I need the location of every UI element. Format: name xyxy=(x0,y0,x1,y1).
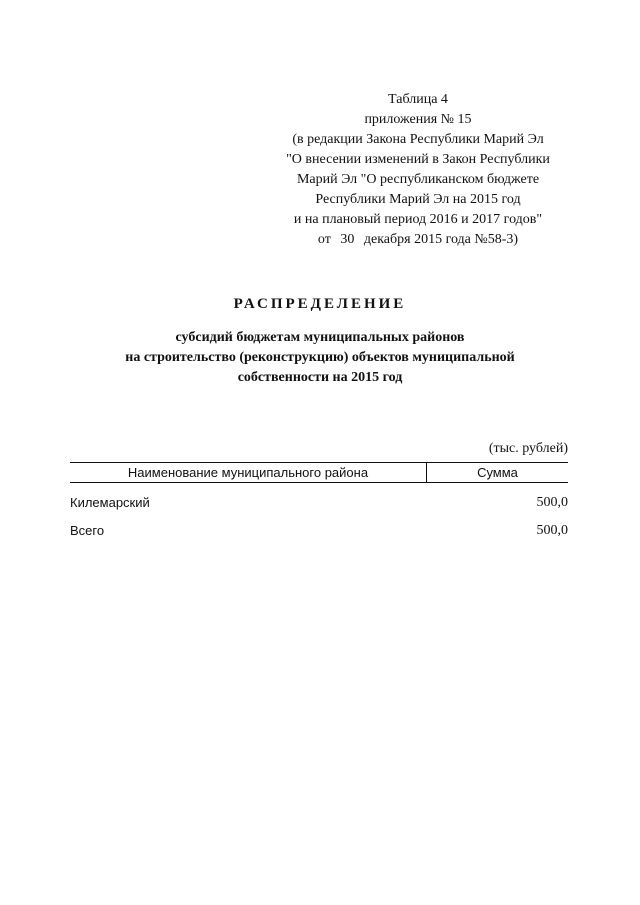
row-total-value: 500,0 xyxy=(536,523,568,538)
table-row-total xyxy=(70,523,568,539)
header-line-law-title-1: "О внесении изменений в Закон Республики xyxy=(286,152,550,167)
row-sum-value: 500,0 xyxy=(536,495,568,510)
header-line-table-number: Таблица 4 xyxy=(388,92,448,107)
column-header-sum: Сумма xyxy=(477,465,518,480)
date-day: 30 xyxy=(340,232,355,247)
table-header xyxy=(70,462,568,483)
subtitle-line-2: на строительство (реконструкцию) объектов муниципальной xyxy=(125,350,515,365)
document-title: РАСПРЕДЕЛЕНИЕ xyxy=(233,296,407,312)
column-header-district: Наименование муниципального района xyxy=(70,463,427,482)
subtitle-line-1: субсидий бюджетам муниципальных районов xyxy=(175,330,465,345)
header-line-law-title-3: Республики Марий Эл на 2015 год xyxy=(315,192,521,207)
date-prefix: от xyxy=(317,232,331,247)
header-date-line xyxy=(268,230,568,250)
header-line-law-title-2: Марий Эл "О республиканском бюджете xyxy=(296,172,540,187)
row-total-label: Всего xyxy=(70,523,105,538)
table-row xyxy=(70,495,568,511)
header-line-appendix: приложения № 15 xyxy=(364,112,472,127)
subtitle-line-3: собственности на 2015 год xyxy=(237,370,403,385)
date-rest: декабря 2015 года №58-3) xyxy=(363,232,519,247)
distribution-table xyxy=(70,462,568,538)
appendix-header xyxy=(268,90,568,250)
header-line-edition: (в редакции Закона Республики Марий Эл xyxy=(292,132,544,147)
header-line-law-title-4: и на плановый период 2016 и 2017 годов" xyxy=(293,212,543,227)
row-district-name: Килемарский xyxy=(70,495,150,510)
document-subtitle xyxy=(0,328,640,388)
units-label: (тыс. рублей) xyxy=(488,441,568,456)
